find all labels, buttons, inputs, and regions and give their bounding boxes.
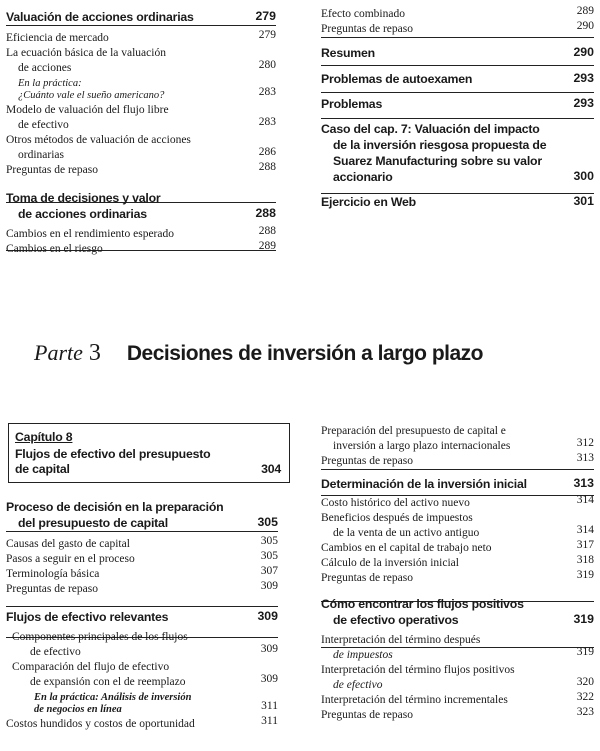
- toc-entry: Otros métodos de valuación de acciones: [6, 134, 191, 146]
- toc-entry: Preguntas de repaso 288: [6, 161, 276, 176]
- toc-entry: Interpretación del término después: [321, 634, 481, 646]
- chapter-title-line1: Flujos de efectivo del presupuesto: [15, 447, 211, 461]
- toc-entry-italic: En la práctica:: [18, 78, 82, 89]
- toc-top-left: [6, 8, 276, 254]
- divider: [321, 92, 594, 93]
- toc-entry: La ecuación básica de la valuación: [6, 47, 166, 59]
- toc-entry: Preguntas de repaso 313: [321, 452, 594, 467]
- toc-entry: Preguntas de repaso 319: [321, 569, 594, 584]
- toc-entry-italic: de negocios en línea 311: [34, 700, 278, 715]
- toc-heading: Cómo encontrar los flujos positivos: [321, 597, 524, 611]
- toc-bottom-left: [6, 498, 278, 729]
- toc-heading: de efectivo operativos 319: [333, 612, 594, 627]
- divider: [321, 469, 594, 470]
- toc-entry: Componentes principales de los flujos: [12, 631, 188, 643]
- toc-entry: Pasos a seguir en el proceso 305: [6, 550, 278, 565]
- toc-entry: Terminología básica 307: [6, 565, 278, 580]
- divider: [321, 118, 594, 119]
- toc-heading: accionario 300: [333, 169, 594, 184]
- toc-heading: de acciones ordinarias 288: [18, 206, 276, 221]
- toc-heading: Determinación de la inversión inicial 313: [321, 476, 594, 491]
- toc-entry: Modelo de valuación del flujo libre: [6, 104, 169, 116]
- toc-heading: Ejercicio en Web 301: [321, 194, 594, 209]
- toc-entry-italic: En la práctica: Análisis de inversión: [34, 692, 192, 703]
- toc-entry: Cambios en el rendimiento esperado 288: [6, 225, 276, 240]
- toc-entry: inversión a largo plazo internacionales 312: [333, 437, 594, 452]
- divider: [6, 531, 278, 532]
- toc-heading: Problemas 293: [321, 96, 594, 111]
- toc-entry: Causas del gasto de capital 305: [6, 535, 278, 550]
- divider: [321, 37, 594, 38]
- toc-top-right: [321, 4, 594, 209]
- toc-entry: Cálculo de la inversión inicial 318: [321, 554, 594, 569]
- toc-bottom-right: [321, 421, 594, 720]
- toc-entry: Cambios en el riesgo 289: [6, 240, 276, 255]
- chapter-label: Capítulo 8: [15, 430, 73, 444]
- toc-entry: Eficiencia de mercado 279: [6, 29, 276, 44]
- toc-entry: de efectivo 283: [18, 116, 276, 131]
- toc-entry: Costo histórico del activo nuevo 314: [321, 494, 594, 509]
- toc-entry: Interpretación del término incrementales 322: [321, 691, 594, 706]
- part-header: [34, 340, 483, 367]
- toc-entry: de efectivo 320: [333, 676, 594, 691]
- toc-entry: de expansión con el de reemplazo 309: [30, 673, 278, 688]
- divider: [6, 25, 276, 26]
- chapter-page: 304: [261, 462, 281, 476]
- part-number: 3: [88, 340, 101, 366]
- part-title: Decisiones de inversión a largo plazo: [126, 342, 484, 365]
- toc-entry: de impuestos 319: [333, 646, 594, 661]
- toc-entry: de la venta de un activo antiguo 314: [333, 524, 594, 539]
- toc-entry: ordinarias 286: [18, 146, 276, 161]
- toc-entry: Preparación del presupuesto de capital e: [321, 425, 506, 437]
- part-word: Parte: [34, 340, 83, 365]
- divider: [321, 65, 594, 66]
- toc-heading: de la inversión riesgosa propuesta de: [333, 138, 547, 152]
- toc-entry: de acciones 280: [18, 59, 276, 74]
- toc-entry: Costos hundidos y costos de oportunidad 311: [6, 715, 278, 730]
- toc-heading: Problemas de autoexamen 293: [321, 71, 594, 86]
- toc-heading: Caso del cap. 7: Valuación del impacto: [321, 122, 540, 136]
- toc-entry: Cambios en el capital de trabajo neto 317: [321, 539, 594, 554]
- chapter-title-line2: de capital: [15, 462, 70, 476]
- divider: [6, 606, 278, 607]
- toc-entry: Efecto combinado 289: [321, 5, 594, 20]
- toc-entry: Preguntas de repaso 323: [321, 706, 594, 721]
- toc-heading: Toma de decisiones y valor: [6, 191, 161, 205]
- toc-heading: del presupuesto de capital 305: [18, 515, 278, 530]
- toc-entry: Interpretación del término flujos positivos: [321, 664, 515, 676]
- toc-entry-italic: ¿Cuánto vale el sueño americano? 283: [18, 86, 276, 101]
- chapter-box: [8, 423, 290, 483]
- toc-entry: Beneficios después de impuestos: [321, 512, 473, 524]
- toc-entry: de efectivo 309: [30, 643, 278, 658]
- toc-heading: Resumen 290: [321, 45, 594, 60]
- toc-heading: Suarez Manufacturing sobre su valor: [333, 154, 542, 168]
- toc-entry: Preguntas de repaso 309: [6, 580, 278, 595]
- toc-entry: Preguntas de repaso 290: [321, 20, 594, 35]
- toc-heading: Valuación de acciones ordinarias 279: [6, 9, 276, 24]
- toc-heading: Proceso de decisión en la preparación: [6, 500, 224, 514]
- toc-heading: Flujos de efectivo relevantes 309: [6, 609, 278, 624]
- toc-entry: Comparación del flujo de efectivo: [12, 661, 170, 673]
